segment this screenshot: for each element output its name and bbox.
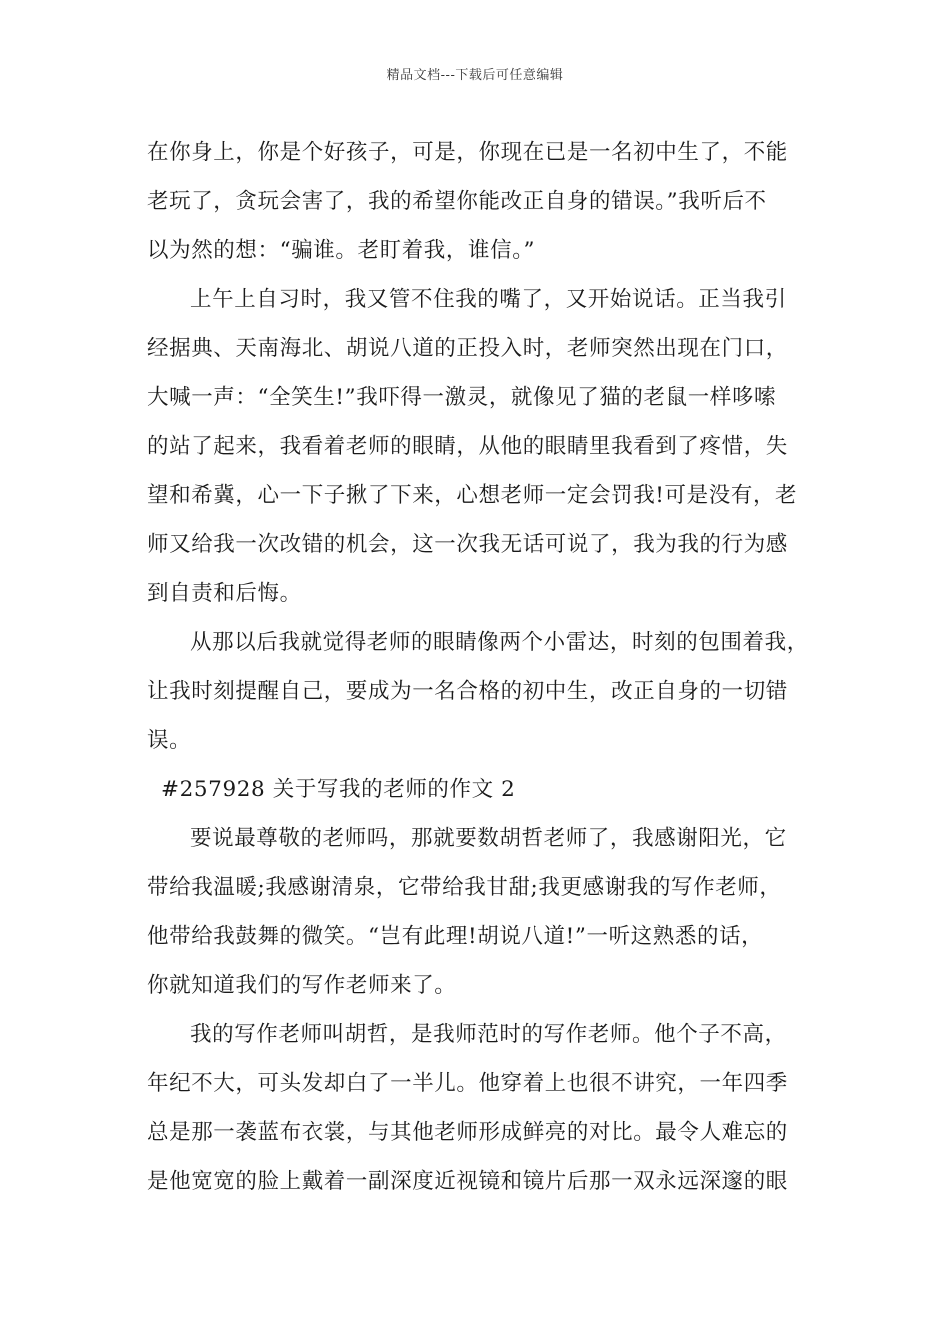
document-body [147,128,827,1206]
paragraph-start-line: 我的写作老师叫胡哲，是我师范时的写作老师。他个子不高， [190,1022,787,1047]
text-line: 误。 [147,728,192,753]
text-line: 是他宽宽的脸上戴着一副深度近视镜和镜片后那一双永远深邃的眼 [147,1169,788,1194]
text-line: 以为然的想：“骗谁。老盯着我，谁信。” [147,238,536,263]
text-line: 大喊一声：“全笑生!”我吓得一激灵，就像见了猫的老鼠一样哆嗦 [147,385,777,410]
text-line: 望和希冀，心一下子揪了下来，心想老师一定会罚我!可是没有，老 [147,483,798,508]
text-line: 的站了起来，我看着老师的眼睛，从他的眼睛里我看到了疼惜，失 [147,434,788,459]
text-line: 经据典、天南海北、胡说八道的正投入时，老师突然出现在门口， [147,336,788,361]
paragraph-start-line: 上午上自习时，我又管不住我的嘴了，又开始说话。正当我引 [190,287,787,312]
section-heading: #257928 关于写我的老师的作文 2 [161,777,516,802]
text-line: 到自责和后悔。 [147,581,302,606]
text-line: 老玩了，贪玩会害了，我的希望你能改正自身的错误。”我听后不 [147,189,767,214]
text-line: 带给我温暖;我感谢清泉，它带给我甘甜;我更感谢我的写作老师， [147,875,782,900]
text-line: 年纪不大，可头发却白了一半儿。他穿着上也很不讲究，一年四季 [147,1071,788,1096]
text-line: 他带给我鼓舞的微笑。“岂有此理!胡说八道!”一听这熟悉的话， [147,924,764,949]
text-line: 师又给我一次改错的机会，这一次我无话可说了，我为我的行为感 [147,532,788,557]
text-line: 在你身上，你是个好孩子，可是，你现在已是一名初中生了，不能 [147,140,788,165]
text-line: 让我时刻提醒自己，要成为一名合格的初中生，改正自身的一切错 [147,679,788,704]
text-line: 总是那一袭蓝布衣裳，与其他老师形成鲜亮的对比。最令人难忘的 [147,1120,788,1145]
paragraph-start-line: 要说最尊敬的老师吗，那就要数胡哲老师了，我感谢阳光，它 [190,826,787,851]
text-line: 你就知道我们的写作老师来了。 [147,973,457,998]
paragraph-start-line: 从那以后我就觉得老师的眼睛像两个小雷达，时刻的包围着我， [190,630,809,655]
page-header: 精品文档---下载后可任意编辑 [386,68,564,83]
